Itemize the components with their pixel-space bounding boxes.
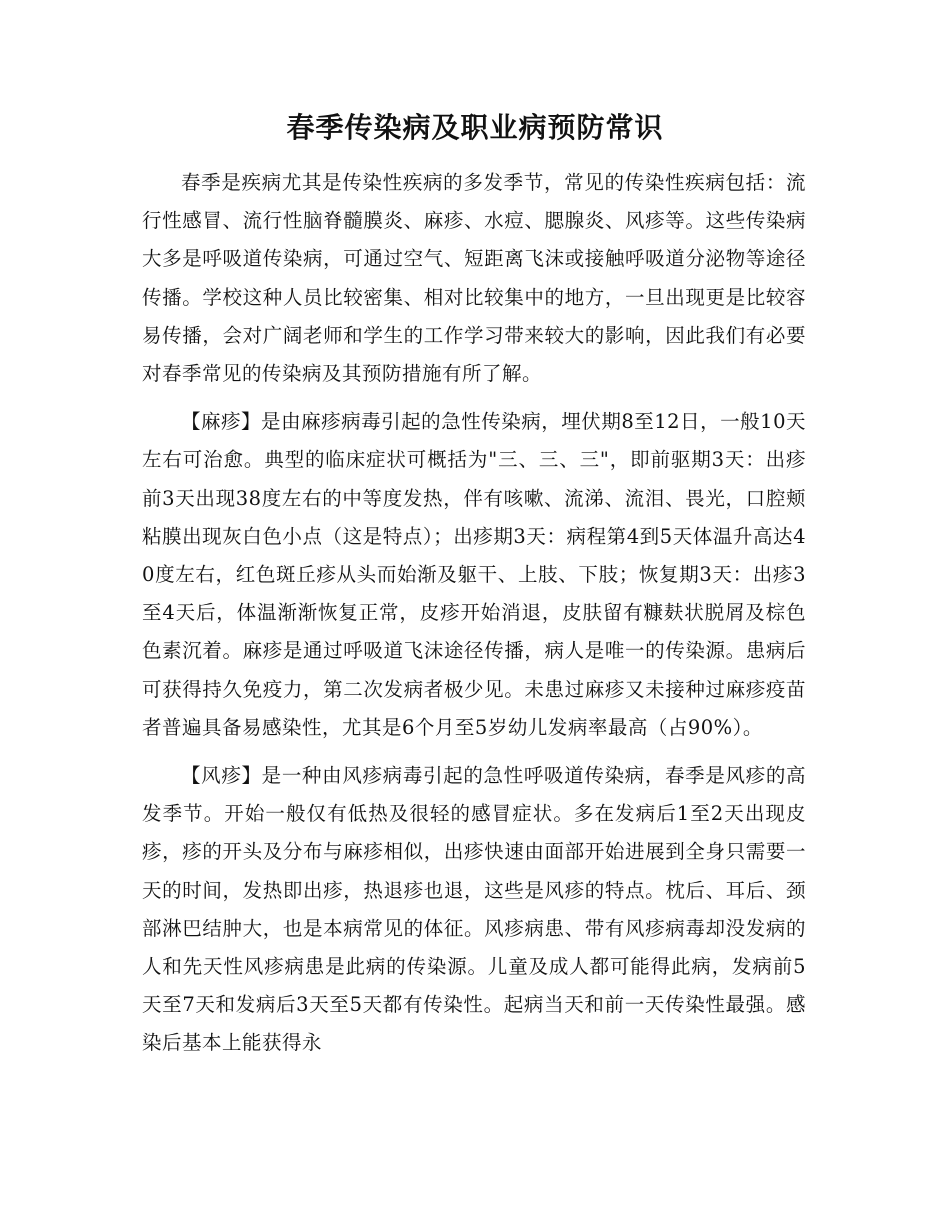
document-body	[142, 164, 806, 1073]
document-title: 春季传染病及职业病预防常识	[286, 111, 664, 144]
paragraph-rubella: 【风疹】是一种由风疹病毒引起的急性呼吸道传染病，春季是风疹的高发季节。开始一般仅有低热及很轻的感冒症状。多在发病后1至2天出现皮疹，疹的开头及分布与麻疹相似，出疹快速由面部开始进展到全身只需要一天的时间，发热即出疹，热退疹也退，这些是风疹的特点。枕后、耳后、颈部淋巴结肿大，也是本病常见的体征。风疹病患、带有风疹病毒却没发病的人和先天性风疹病患是此病的传染源。儿童及成人都可能得此病，发病前5天至7天和发病后3天至5天都有传染性。起病当天和前一天传染性最强。感染后基本上能获得永	[142, 764, 806, 1055]
paragraph-measles: 【麻疹】是由麻疹病毒引起的急性传染病，埋伏期8至12日，一般10天左右可治愈。典型的临床症状可概括为"三、三、三"，即前驱期3天：出疹前3天出现38度左右的中等度发热，伴有咳嗽、流涕、流泪、畏光，口腔颊粘膜出现灰白色小点（这是特点）；出疹期3天：病程第4到5天体温升高达40度左右，红色斑丘疹从头而始渐及躯干、上肢、下肢；恢复期3天：出疹3至4天后，体温渐渐恢复正常，皮疹开始消退，皮肤留有糠麸状脱屑及棕色色素沉着。麻疹是通过呼吸道飞沫途径传播，病人是唯一的传染源。患病后可获得持久免疫力，第二次发病者极少见。未患过麻疹又未接种过麻疹疫苗者普遍具备易感染性，尤其是6个月至5岁幼儿发病率最高（占90%）。	[142, 410, 806, 739]
paragraph-intro: 春季是疾病尤其是传染性疾病的多发季节，常见的传染性疾病包括：流行性感冒、流行性脑脊髓膜炎、麻疹、水痘、腮腺炎、风疹等。这些传染病大多是呼吸道传染病，可通过空气、短距离飞沫或接触呼吸道分泌物等途径传播。学校这种人员比较密集、相对比较集中的地方，一旦出现更是比较容易传播，会对广阔老师和学生的工作学习带来较大的影响，因此我们有必要对春季常见的传染病及其预防措施有所了解。	[142, 171, 806, 386]
